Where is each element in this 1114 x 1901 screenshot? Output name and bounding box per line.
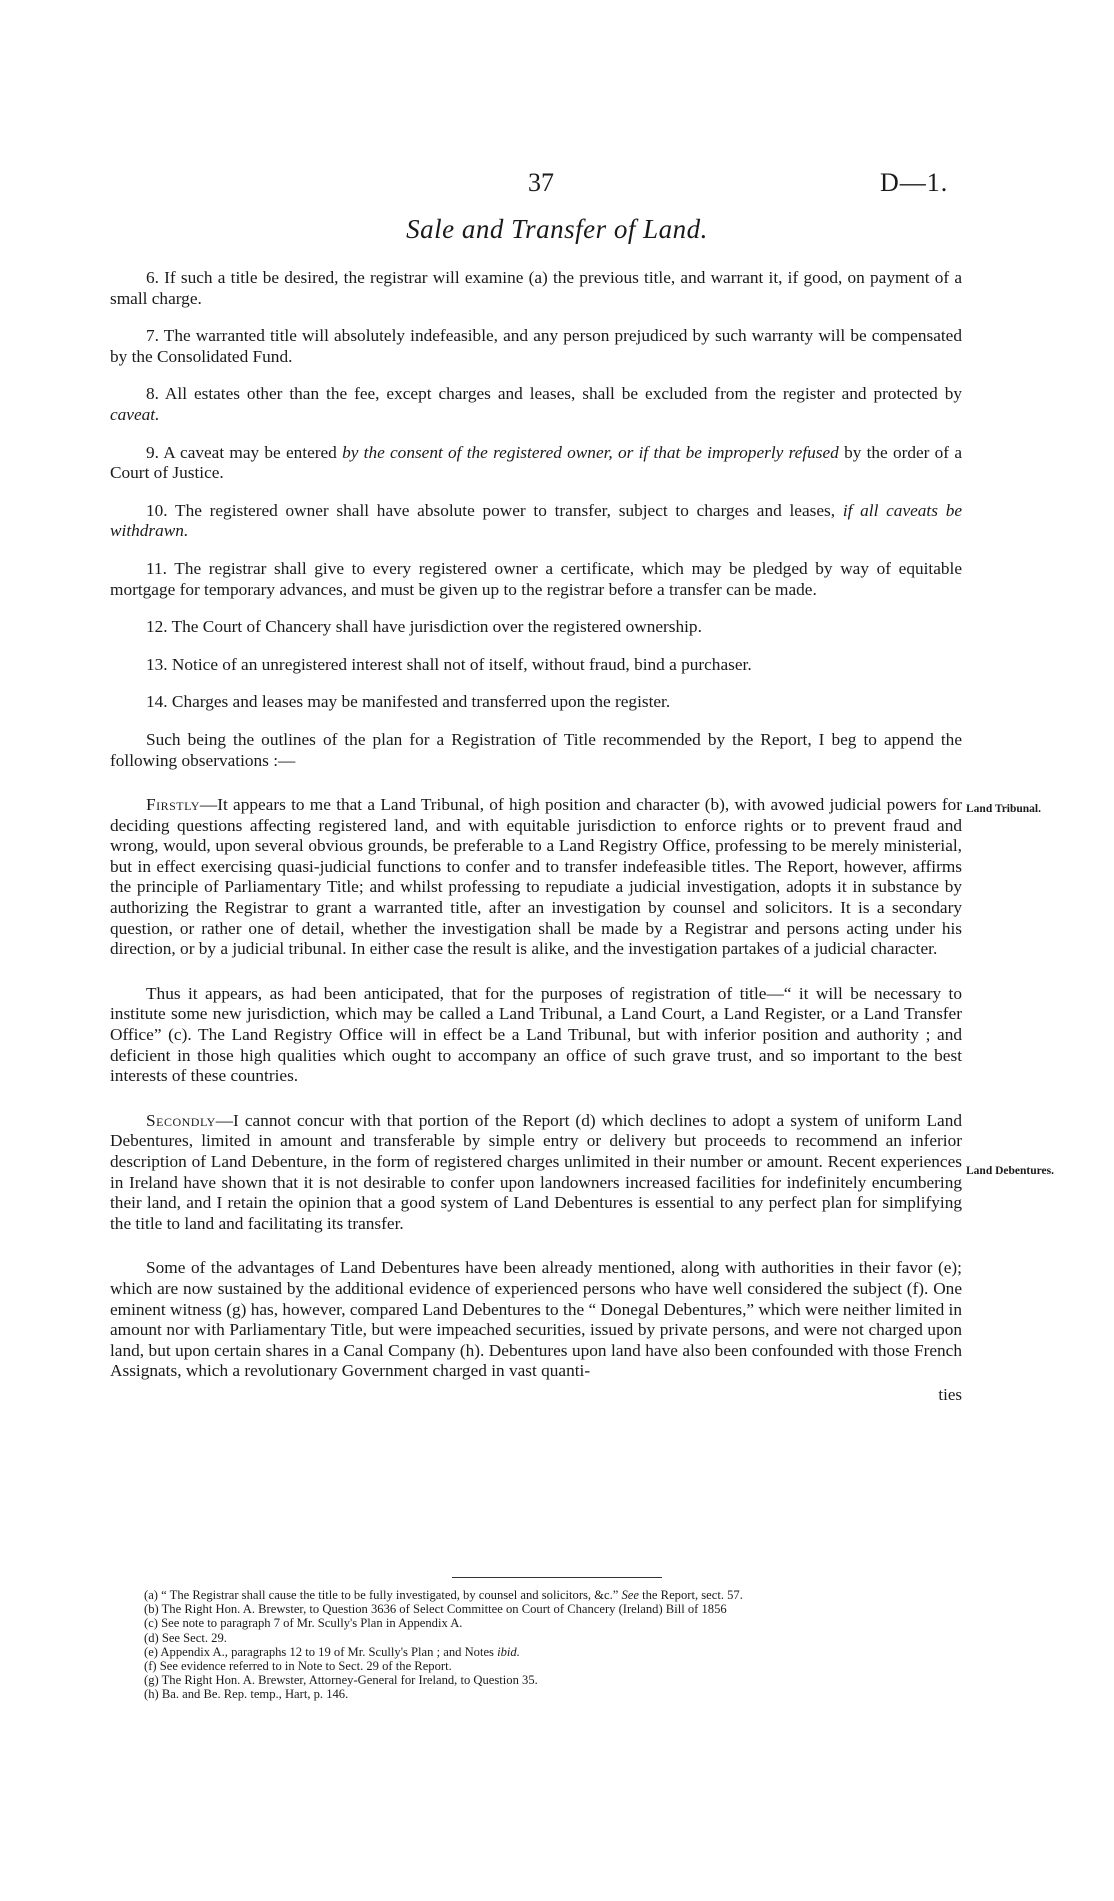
page-number: 37 (528, 168, 554, 197)
paragraph-9 (110, 443, 962, 484)
footnote-f: (f) See evidence referred to in Note to Sect. 29 of the Report. (144, 1659, 452, 1674)
paragraph-13: 13. Notice of an unregistered interest shall not of itself, without fraud, bind a purchaser. (146, 654, 752, 674)
main-text (110, 268, 962, 1405)
paragraph-9-italic: by the consent of the registered owner, or if that be improperly refused (342, 442, 839, 462)
footnote-divider (452, 1577, 662, 1578)
paragraph-10 (110, 501, 962, 542)
paragraph-9-text-end: by the order of a Court of Justice. (110, 442, 962, 483)
paragraph-8 (110, 384, 962, 425)
margin-note-land-tribunal: Land Tribunal. (966, 803, 1042, 815)
footnote-a-text-end: the Report, sect. 57. (638, 1588, 743, 1602)
paragraph-14: 14. Charges and leases may be manifested and transferred upon the register. (146, 692, 671, 712)
paragraph-some: Some of the advantages of Land Debentures have been already mentioned, along with authorities in their favor (e); which are now sustained by the additional evidence of experienced persons who have well considered the subject (f). One eminent witness (g) has, however, compared Land Debentures to the “ Donegal Debentures,” which were neither limited in amount nor with Parliamentary Title, but were impeached securities, issued by private persons, and were not charged upon land, but upon certain shares in a Canal Company (h). Debentures upon land have also been confounded with those French Assignats, which a revolutionary Government charged in vast quanti- (110, 1258, 962, 1381)
paragraph-secondly (110, 1111, 962, 1235)
secondly-text: —I cannot concur with that portion of the Report (d) which declines to adopt a system of uniform Land Debentures, limited in amount and transferable by simple entry or delivery but proceeds to recommend an inferior description of Land Debenture, in the form of registered charges unlimited in their number or amount. Recent experiences in Ireland have shown that it is not desirable to confer upon landowners increased facilities for indefinitely encumbering their land, and I retain the opinion that a good system of Land Debentures is essential to any perfect plan for simplifying the title to land and facilitating its transfer. (110, 1110, 962, 1233)
footnote-h: (h) Ba. and Be. Rep. temp., Hart, p. 146. (144, 1687, 349, 1702)
footnotes (110, 1588, 962, 1702)
paragraph-firstly (110, 795, 962, 960)
paragraph-10-italic: if all caveats be withdrawn. (110, 500, 963, 541)
paragraph-11: 11. The registrar shall give to every registered owner a certificate, which may be pledged by way of equitable mortgage for temporary advances, and must be given up to the registrar before a transfer can be made. (110, 558, 962, 599)
page-title: Sale and Transfer of Land. (406, 214, 708, 244)
paragraph-8-text: 8. All estates other than the fee, except charges and leases, shall be excluded from the register and protected by (146, 384, 962, 404)
paragraph-12: 12. The Court of Chancery shall have jurisdiction over the registered ownership. (146, 617, 702, 637)
footnote-g: (g) The Right Hon. A. Brewster, Attorney-General for Ireland, to Question 35. (144, 1673, 538, 1688)
firstly-text: —It appears to me that a Land Tribunal, of high position and character (b), with avowed judicial powers for deciding questions affecting registered land, and with equitable jurisdiction to enforce rights or to prevent fraud and wrong, would, upon several obvious grounds, be preferable to a Land Registry Office, professing to be merely ministerial, but in effect exercising quasi-judicial functions to confer and to transfer indefeasible titles. The Report, however, affirms the principle of Parliamentary Title; and whilst professing to repudiate a judicial investigation, adopts it in substance by authorizing the Registrar to grant a warranted title, after an investigation by counsel and solicitors. It is a secondary question, or rather one of detail, whether the investigation shall be made by a Registrar and persons acting under his direction, or by a judicial tribunal. In either case the result is alike, and the investigation partakes of a judicial character. (110, 795, 962, 959)
footnote-d: (d) See Sect. 29. (144, 1630, 227, 1645)
paragraph-8-italic: caveat. (110, 404, 160, 424)
paragraph-thus: Thus it appears, as had been anticipated, that for the purposes of registration of title—“ it will be necessary to institute some new jurisdiction, which may be called a Land Tribunal, a Land Court, a Land Register, or a Land Transfer Office” (c). The Land Registry Office will in effect be a Land Tribunal, but with inferior position and authority ; and deficient in those high qualities which ought to accompany an office of such grave trust, and so important to the best interests of these countries. (110, 983, 962, 1086)
margin-note-land-debentures: Land Debentures. (966, 1165, 1054, 1177)
footnote-c: (c) See note to paragraph 7 of Mr. Scully's Plan in Appendix A. (144, 1616, 463, 1631)
paragraph-6: 6. If such a title be desired, the registrar will examine (a) the previous title, and warrant it, if good, on payment of a small charge. (110, 268, 962, 308)
footnote-e-text: (e) Appendix A., paragraphs 12 to 19 of Mr. Scully's Plan ; and Notes (144, 1644, 498, 1659)
paragraph-10-text: 10. The registered owner shall have absolute power to transfer, subject to charges and leases, (146, 500, 843, 520)
paragraph-7: 7. The warranted title will absolutely indefeasible, and any person prejudiced by such warranty will be compensated by the Consolidated Fund. (110, 326, 962, 366)
footnote-b: (b) The Right Hon. A. Brewster, to Question 3636 of Select Committee on Court of Chancery (Ireland) Bill of 1856 (144, 1602, 727, 1617)
paragraph-9-text: 9. A caveat may be entered (146, 442, 343, 462)
document-code: D—1. (880, 168, 949, 197)
footnote-e-italic: ibid. (497, 1644, 520, 1659)
paragraph-outline: Such being the outlines of the plan for a Registration of Title recommended by the Report, I beg to append the following observations :— (110, 729, 962, 770)
footnote-a (110, 1588, 962, 1602)
firstly-lead: Firstly (146, 795, 200, 815)
footnote-a-text: (a) “ The Registrar shall cause the title to be fully investigated, by counsel and solicitors, &c.” (144, 1588, 622, 1602)
footnote-e (110, 1645, 962, 1659)
footnote-a-italic: See (621, 1588, 639, 1602)
secondly-lead: Secondly (146, 1110, 216, 1130)
catchword: ties (938, 1384, 962, 1404)
